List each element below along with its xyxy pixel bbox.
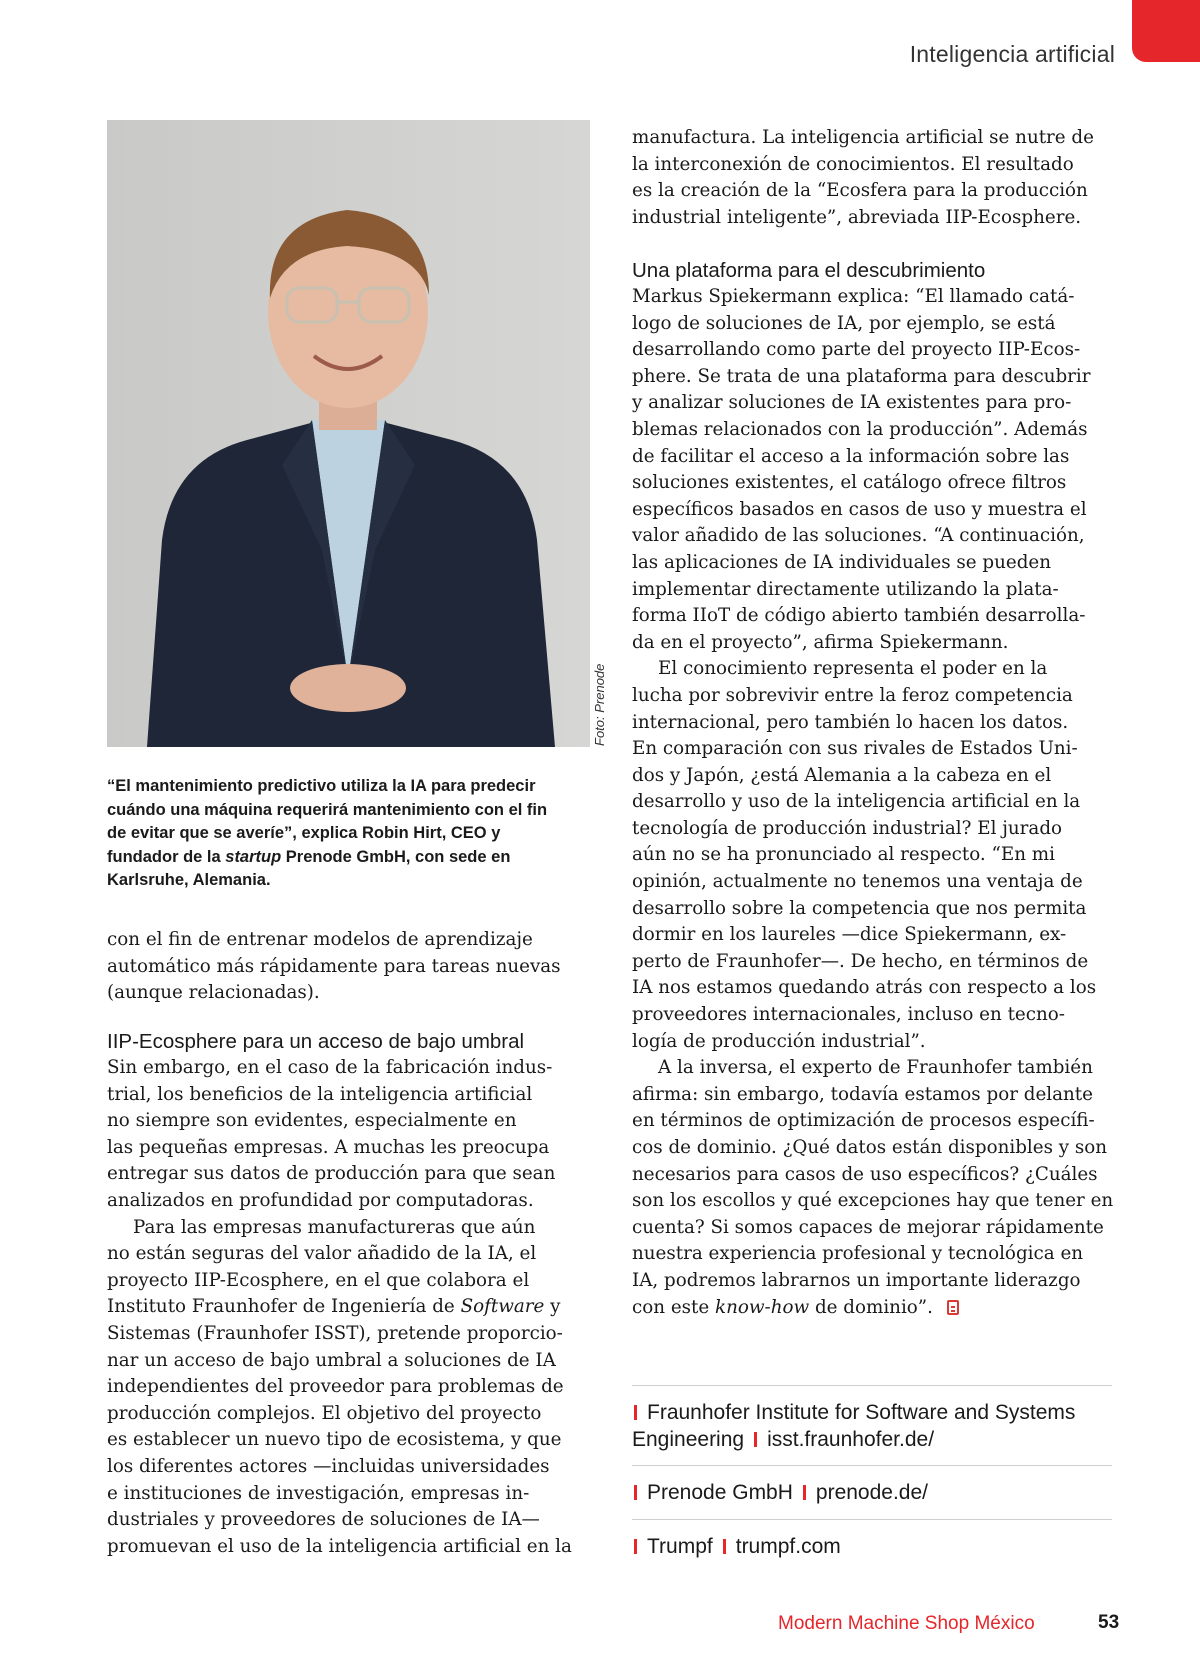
caption-line: fundador de la startup Prenode GmbH, con sede en [107,847,511,866]
man-in-suit-portrait-icon [107,120,590,747]
right-paragraph-1: manufactura. La inteligencia artificial se nutre de la interconexión de conocimientos. El resultado es la creación de la “Ecosfera para la producción industrial inteligente”, abreviada IIP-Ecosphere. [632,127,1094,228]
photo-credit: Foto: Prenode [592,663,607,746]
link-item-trumpf [632,1519,1112,1573]
separator-bar-icon [803,1485,806,1500]
link-name: Fraunhofer Institute for Software and Systems [647,1401,1076,1424]
separator-bar-icon [723,1539,726,1554]
portrait-photo [107,120,590,747]
bullet-bar-icon [634,1539,637,1554]
link-url[interactable]: prenode.de/ [815,1481,929,1504]
publication-name: Modern Machine Shop México [778,1613,1035,1634]
bullet-bar-icon [634,1405,637,1420]
caption-line: de evitar que se averíe”, explica Robin Hirt, CEO y [107,824,501,842]
link-name: Prenode GmbH [647,1481,793,1504]
document-end-icon [947,1300,959,1315]
section-color-tab [1132,0,1200,62]
link-item-fraunhofer [632,1385,1112,1465]
link-url[interactable]: isst.fraunhofer.de/ [767,1428,935,1451]
left-paragraph-1: con el fin de entrenar modelos de aprendizaje automático más rápidamente para tareas nuevas (aunque relacionadas). [107,929,561,1004]
link-url[interactable]: trumpf.com [735,1535,841,1558]
caption-line: cuándo una máquina requerirá mantenimiento con el fin [107,800,548,819]
link-name: Trumpf [647,1535,713,1558]
left-heading: IIP-Ecosphere para un acceso de bajo umbral [107,1030,525,1053]
link-name: Engineering [632,1428,745,1451]
left-paragraph-2: Sin embargo, en el caso de la fabricación indus- trial, los beneficios de la inteligencia artificial no siempre son evidentes, especialmente en las pequeñas empresas. A muchas les preocupa entregar sus datos de producción para que sean analizados en profundidad por computadoras. Para las empresas manufactureras que aún no están seguras del valor añadido de la IA, el proyecto IIP-Ecosphere, en el que colabora el Instituto Fraunhofer de Ingeniería de Software y Sistemas (Fraunhofer ISST), pretende proporcio- nar un acceso de bajo umbral a soluciones de IA independientes del proveedor para problemas de producción complejos. El objetivo del proyecto es establecer un nuevo tipo de ecosistema, y que los diferentes actores —incluidas universidades e instituciones de investigación, empresas in- dustriales y proveedores de soluciones de IA— promuevan el uso de la inteligencia artificial en la [107,1057,572,1557]
caption-line: “El mantenimiento predictivo utiliza la IA para predecir [107,777,536,795]
right-heading: Una plataforma para el descubrimiento [632,259,986,282]
page-number: 53 [1098,1612,1120,1633]
section-title: Inteligencia artificial [909,41,1115,67]
right-paragraph-2: Markus Spiekermann explica: “El llamado catá- logo de soluciones de IA, por ejemplo, se está desarrollando como parte del proyecto IIP-Ecos- phere. Se trata de una plataforma para descubrir y analizar soluciones de IA existentes para pro- blemas relacionados con la producción”. Además de facilitar el acceso a la información sobre las soluciones existentes, el catálogo ofrece filtros específicos basados en casos de uso y muestra el valor añadido de las soluciones. “A continuación, las aplicaciones de IA individuales se pueden implementar directamente utilizando la plata- forma IIoT de código abierto también desarrolla- da en el proyecto”, afirma Spiekermann. El conocimiento representa el poder en la lucha por sobrevivir entre la feroz competencia internacional, pero también lo hacen los datos. En comparación con sus rivales de Estados Uni- dos y Japón, ¿está Alemania a la cabeza en el desarrollo y uso de la inteligencia artificial en la tecnología de producción industrial? El jurado aún no se ha pronunciado al respecto. “En mi opinión, actualmente no tenemos una ventaja de desarrollo sobre la competencia que nos permita dormir en los laureles —dice Spiekermann, ex- perto de Fraunhofer—. De hecho, en términos de IA nos estamos quedando atrás con respecto a los proveedores internacionales, incluso en tecno- logía de producción industrial”. A la inversa, el experto de Fraunhofer también afirma: sin embargo, todavía estamos por delante en términos de optimización de procesos específi- cos de dominio. ¿Qué datos están disponibles y son necesarios para casos de uso específicos? ¿Cuáles son los escollos y qué excepciones hay que tener en cuenta? Si somos capaces de mejorar rápidamente nuestra experiencia profesional y tecnológica en IA, podremos labrarnos un importante liderazgo con este know-how de dominio”. [632,286,1114,1318]
related-links [632,1385,1112,1573]
separator-bar-icon [754,1432,757,1447]
photo-caption [107,775,587,893]
caption-line: Karlsruhe, Alemania. [107,871,271,889]
bullet-bar-icon [634,1485,637,1500]
link-item-prenode [632,1465,1112,1519]
